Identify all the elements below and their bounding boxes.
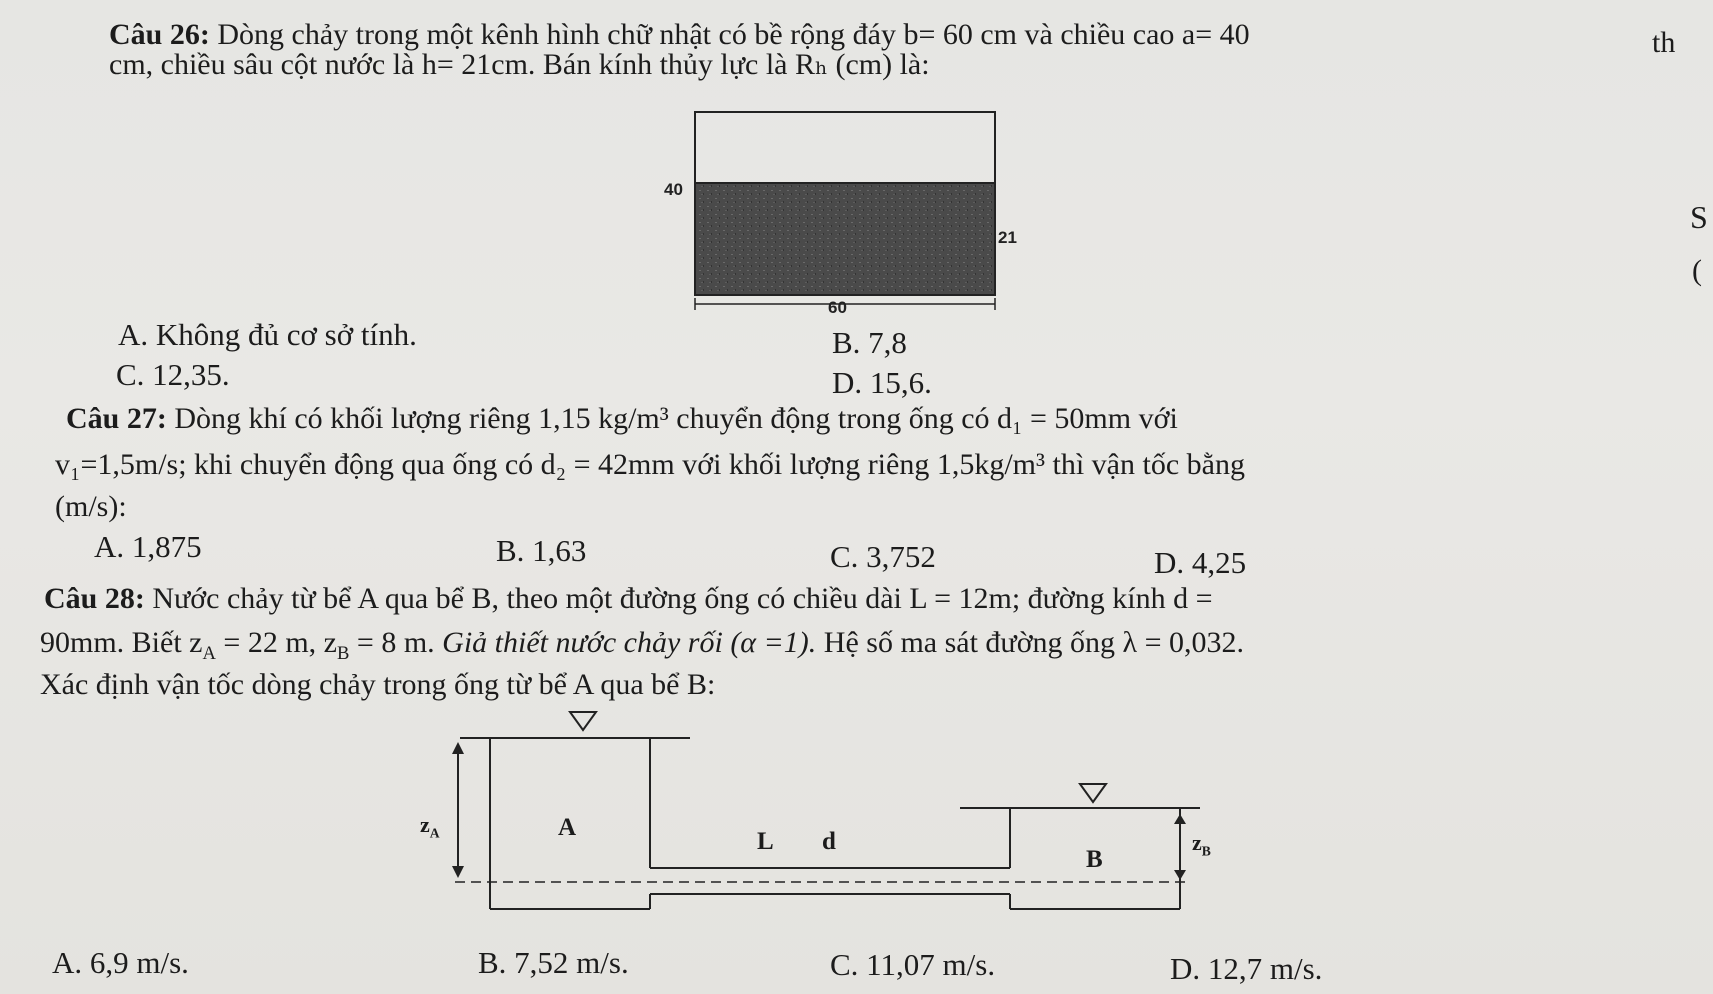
dim-a-label: 40 bbox=[664, 180, 683, 199]
q27-line2: v₁=1,5m/s; khi chuyển động qua ống có d₂ = 42mm với khối lượng riêng 1,5kg/m³ thì vận tốc bằng bbox=[55, 448, 1245, 481]
tank-pipe-diagram bbox=[400, 704, 1230, 944]
q26-line1-text: Dòng chảy trong một kênh hình chữ nhật có bề rộng đáy b= 60 cm và chiều cao a= 40 bbox=[209, 18, 1250, 51]
water-body bbox=[695, 183, 995, 295]
q27-option-b: B. 1,63 bbox=[496, 533, 587, 568]
q26-option-b: B. 7,8 bbox=[832, 325, 907, 360]
q27-option-d: D. 4,25 bbox=[1154, 545, 1247, 580]
za-label: $z_A$ bbox=[420, 812, 440, 841]
water-level-marker-b bbox=[1080, 784, 1106, 802]
q28-tank-figure bbox=[400, 704, 1230, 944]
zb-label: $z_B$ bbox=[1192, 830, 1211, 859]
q26-label: Câu 26: bbox=[109, 18, 210, 51]
q28-line1 bbox=[44, 582, 1213, 616]
q27-line1 bbox=[66, 402, 1178, 436]
q26-channel-figure bbox=[650, 108, 1017, 323]
tank-b-label: B bbox=[1086, 846, 1103, 873]
q26-line2: cm, chiều sâu cột nước là h= 21cm. Bán kính thủy lực là Rₕ (cm) là: bbox=[109, 48, 930, 81]
margin-text-th: th bbox=[1652, 26, 1676, 59]
q27-line3: (m/s): bbox=[55, 490, 127, 523]
q28-option-d: D. 12,7 m/s. bbox=[1170, 951, 1323, 986]
tank-a-label: A bbox=[558, 814, 577, 841]
q26-option-d: D. 15,6. bbox=[832, 365, 932, 400]
q28-line3: Xác định vận tốc dòng chảy trong ống từ bể A qua bể B: bbox=[40, 668, 716, 701]
q26-option-c: C. 12,35. bbox=[116, 357, 230, 392]
q28-option-a: A. 6,9 m/s. bbox=[52, 945, 189, 980]
margin-paren: ( bbox=[1692, 254, 1702, 287]
pipe-diameter-label: d bbox=[822, 828, 836, 855]
q27-option-a: A. 1,875 bbox=[94, 529, 202, 564]
water-level-marker-a bbox=[570, 712, 596, 730]
pipe-length-label: L bbox=[757, 828, 774, 855]
margin-s: S bbox=[1690, 199, 1708, 235]
dim-b-label: 60 bbox=[828, 298, 847, 317]
q26-line1 bbox=[109, 18, 1250, 52]
q28-option-b: B. 7,52 m/s. bbox=[478, 945, 629, 980]
q27-line1-text: Dòng khí có khối lượng riêng 1,15 kg/m³ chuyển động trong ống có d₁ = 50mm với bbox=[166, 402, 1178, 435]
q28-line2: 90mm. Biết $z_A = 22$ m, $z_B = 8$ m. Giả thiết nước chảy rối (α =1). Hệ số ma sát đường ống λ = 0,032. bbox=[40, 626, 1245, 664]
q28-option-c: C. 11,07 m/s. bbox=[830, 947, 996, 982]
q28-line1-text: Nước chảy từ bể A qua bể B, theo một đường ống có chiều dài L = 12m; đường kính d = bbox=[144, 582, 1213, 615]
q28-assumption: Giả thiết nước chảy rối (α =1). bbox=[442, 626, 817, 659]
q28-label: Câu 28: bbox=[44, 582, 145, 615]
channel-diagram bbox=[650, 108, 1010, 323]
dim-h-label: 21 bbox=[998, 228, 1017, 247]
q27-option-c: C. 3,752 bbox=[830, 539, 936, 574]
q26-option-a: A. Không đủ cơ sở tính. bbox=[118, 317, 417, 352]
q27-label: Câu 27: bbox=[66, 402, 167, 435]
